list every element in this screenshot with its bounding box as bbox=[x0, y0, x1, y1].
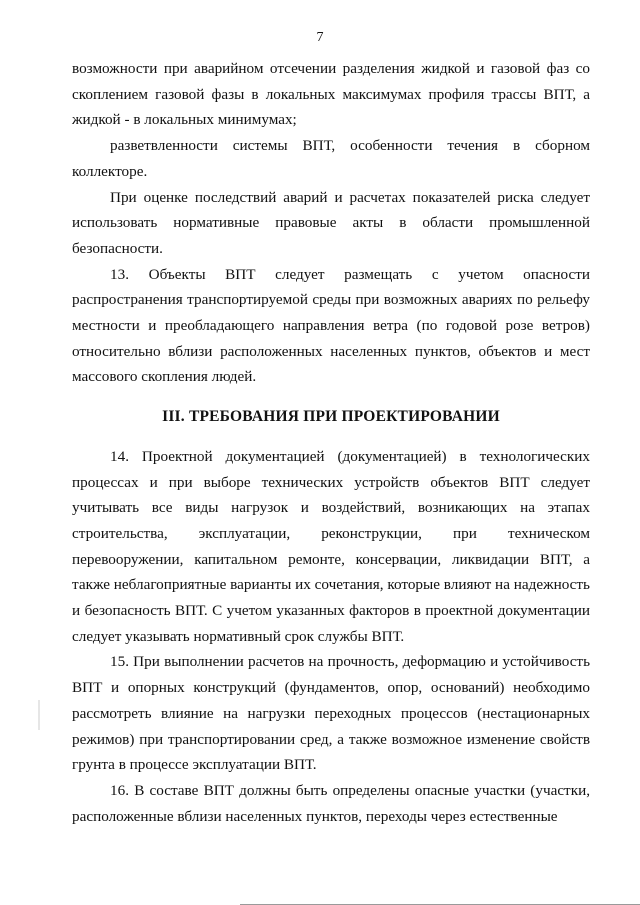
paragraph-branching: разветвленности системы ВПТ, особенности течения в сборном коллекторе. bbox=[72, 137, 590, 180]
paragraph-continuation: возможности при аварийном отсечении разделения жидкой и газовой фаз со скоплением газовой фазы в локальных максимумах профиля трассы ВПТ, а жидкой - в локальных минимумах; bbox=[72, 60, 590, 129]
page-number: 7 bbox=[316, 30, 324, 45]
section-heading: III. ТРЕБОВАНИЯ ПРИ ПРОЕКТИРОВАНИИ bbox=[162, 408, 500, 426]
document-body bbox=[72, 56, 590, 829]
paragraph-risk-assessment: При оценке последствий аварий и расчетах показателей риска следует использовать нормативные правовые акты в области промышленной безопасности. bbox=[72, 188, 590, 257]
scan-artifact bbox=[38, 700, 40, 730]
paragraph-item-16: 16. В составе ВПТ должны быть определены опасные участки (участки, расположенные вблизи населенных пунктов, переходы через естественные bbox=[72, 781, 590, 825]
paragraph-item-13: 13. Объекты ВПТ следует размещать с учетом опасности распространения транспортируемой среды при возможных авариях по рельефу местности и преобладающего направления ветра (по годовой розе ветров) относительно вблизи расположенных населенных пунктов, объектов и мест массового скопления людей. bbox=[72, 265, 590, 386]
paragraph-item-14: 14. Проектной документацией (документацией) в технологических процессах и при выборе технических устройств объектов ВПТ следует учитывать все виды нагрузок и воздействий, возникающих на этапах строительства, эксплуатации, реконструкции, при техническом перевооружении, капитальном ремонте, консервации, ликвидации ВПТ, а также неблагоприятные варианты их сочетания, которые влияют на надежность и безопасность ВПТ. С учетом указанных факторов в проектной документации следует указывать нормативный срок службы ВПТ. bbox=[72, 447, 590, 645]
paragraph-item-15: 15. При выполнении расчетов на прочность, деформацию и устойчивость ВПТ и опорных конструкций (фундаментов, опор, оснований) необходимо рассмотреть влияние на нагрузки переходных процессов (нестационарных режимов) при транспортировании сред, а также возможное изменение свойств грунта в процессе эксплуатации ВПТ. bbox=[72, 653, 590, 774]
